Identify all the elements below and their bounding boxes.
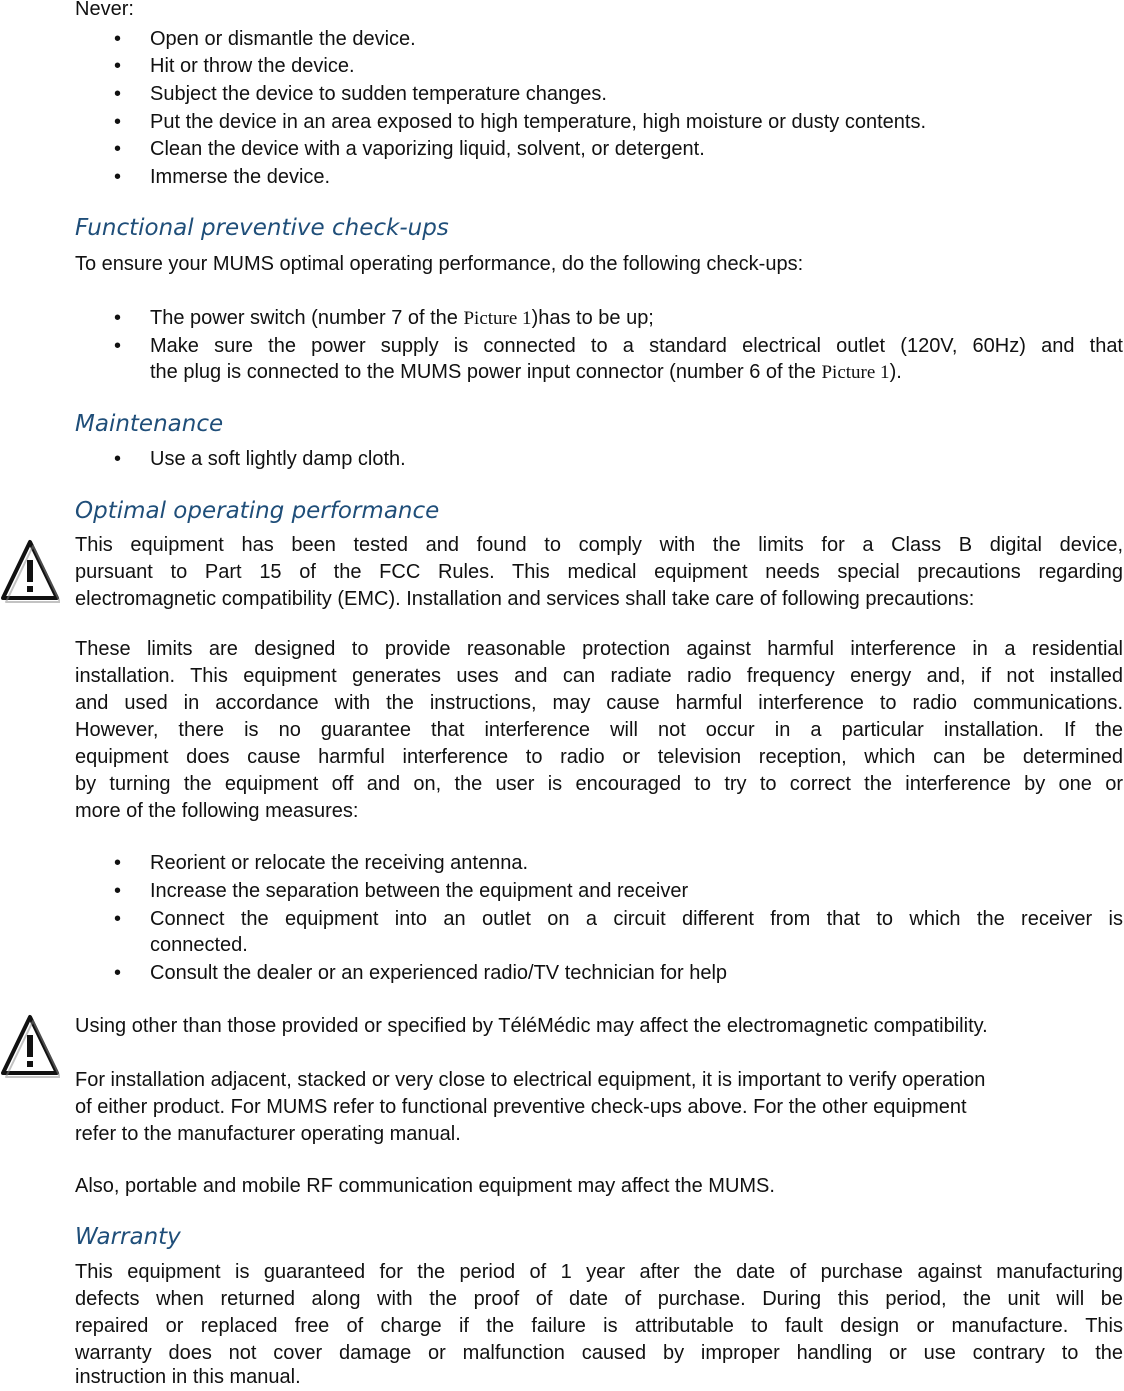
optimal-para2-line: and used in accordance with the instructions, may cause harmful interference to radio communications. (75, 692, 1123, 714)
warning-triangle-icon (0, 538, 60, 604)
emc-warning: Using other than those provided or specified by TéléMédic may affect the electromagnetic compatibility. (75, 1015, 988, 1037)
never-title: Never: (75, 0, 134, 20)
bullet-icon: • (114, 138, 122, 160)
measure-item: Consult the dealer or an experienced radio/TV technician for help (150, 962, 728, 984)
optimal-para2-line: These limits are designed to provide reasonable protection against harmful interference in a residential (75, 638, 1123, 660)
never-item: Subject the device to sudden temperature changes. (150, 83, 607, 105)
never-item: Immerse the device. (150, 166, 331, 188)
optimal-para2-line: more of the following measures: (75, 800, 359, 822)
optimal-para4: Also, portable and mobile RF communication equipment may affect the MUMS. (75, 1175, 775, 1197)
functional-intro: To ensure your MUMS optimal operating performance, do the following check-ups: (75, 253, 804, 275)
measure-item: Connect the equipment into an outlet on a circuit different from that to which the receiver is (150, 908, 1123, 930)
bullet-icon: • (114, 83, 122, 105)
optimal-para2-line: However, there is no guarantee that interference will not occur in a particular installation. If the (75, 719, 1123, 741)
optimal-para3-line: refer to the manufacturer operating manual. (75, 1123, 461, 1145)
bullet-icon: • (114, 307, 122, 329)
never-item: Hit or throw the device. (150, 55, 355, 77)
optimal-para2-line: installation. This equipment generates uses and can radiate radio frequency energy and, if not installed (75, 665, 1123, 687)
picture-reference: Picture 1 (821, 362, 890, 383)
bullet-icon: • (114, 880, 122, 902)
picture-reference: Picture 1 (463, 308, 532, 329)
optimal-para1-line: electromagnetic compatibility (EMC). Installation and services shall take care of following precautions: (75, 588, 975, 610)
optimal-para1-line: This equipment has been tested and found to comply with the limits for a Class B digital device, (75, 534, 1123, 556)
warranty-line: defects when returned along with the proof of date of purchase. During this period, the unit will be (75, 1288, 1123, 1310)
functional-item-power-supply-cont: the plug is connected to the MUMS power input connector (number 6 of the Picture 1). (150, 361, 902, 383)
optimal-para3-line: of either product. For MUMS refer to functional preventive check-ups above. For the other equipment (75, 1096, 967, 1118)
optimal-para2-line: by turning the equipment off and on, the user is encouraged to try to correct the interference by one or (75, 773, 1123, 795)
optimal-para2-line: equipment does cause harmful interference to radio or television reception, which can be determined (75, 746, 1123, 768)
optimal-heading: Optimal operating performance (75, 498, 440, 524)
measure-item: Increase the separation between the equipment and receiver (150, 880, 689, 902)
bullet-icon: • (114, 111, 122, 133)
functional-heading: Functional preventive check-ups (75, 215, 449, 241)
bullet-icon: • (114, 28, 122, 50)
warranty-heading: Warranty (75, 1224, 181, 1250)
bullet-icon: • (114, 962, 122, 984)
never-item: Clean the device with a vaporizing liquid, solvent, or detergent. (150, 138, 705, 160)
measure-item-cont: connected. (150, 934, 248, 956)
measure-item: Reorient or relocate the receiving antenna. (150, 852, 529, 874)
warning-triangle-icon (0, 1013, 60, 1079)
maintenance-heading: Maintenance (75, 411, 224, 437)
warranty-line: This equipment is guaranteed for the period of 1 year after the date of purchase against manufacturing (75, 1261, 1123, 1283)
never-item: Put the device in an area exposed to high temperature, high moisture or dusty contents. (150, 111, 927, 133)
never-item: Open or dismantle the device. (150, 28, 416, 50)
bullet-icon: • (114, 335, 122, 357)
maintenance-item: Use a soft lightly damp cloth. (150, 448, 406, 470)
functional-item-power-supply: Make sure the power supply is connected to a standard electrical outlet (120V, 60Hz) and that (150, 335, 1123, 357)
warranty-line: repaired or replaced free of charge if the failure is attributable to fault design or manufacture. This (75, 1315, 1123, 1337)
bullet-icon: • (114, 908, 122, 930)
optimal-para3-line: For installation adjacent, stacked or very close to electrical equipment, it is important to verify operation (75, 1069, 986, 1091)
bullet-icon: • (114, 166, 122, 188)
bullet-icon: • (114, 448, 122, 470)
optimal-para1-line: pursuant to Part 15 of the FCC Rules. This medical equipment needs special precautions regarding (75, 561, 1123, 583)
bullet-icon: • (114, 852, 122, 874)
warranty-line: instruction in this manual. (75, 1366, 301, 1388)
warranty-line: warranty does not cover damage or malfunction caused by improper handling or use contrary to the (75, 1342, 1123, 1364)
bullet-icon: • (114, 55, 122, 77)
functional-item-power-switch: The power switch (number 7 of the Picture 1)has to be up; (150, 307, 654, 329)
